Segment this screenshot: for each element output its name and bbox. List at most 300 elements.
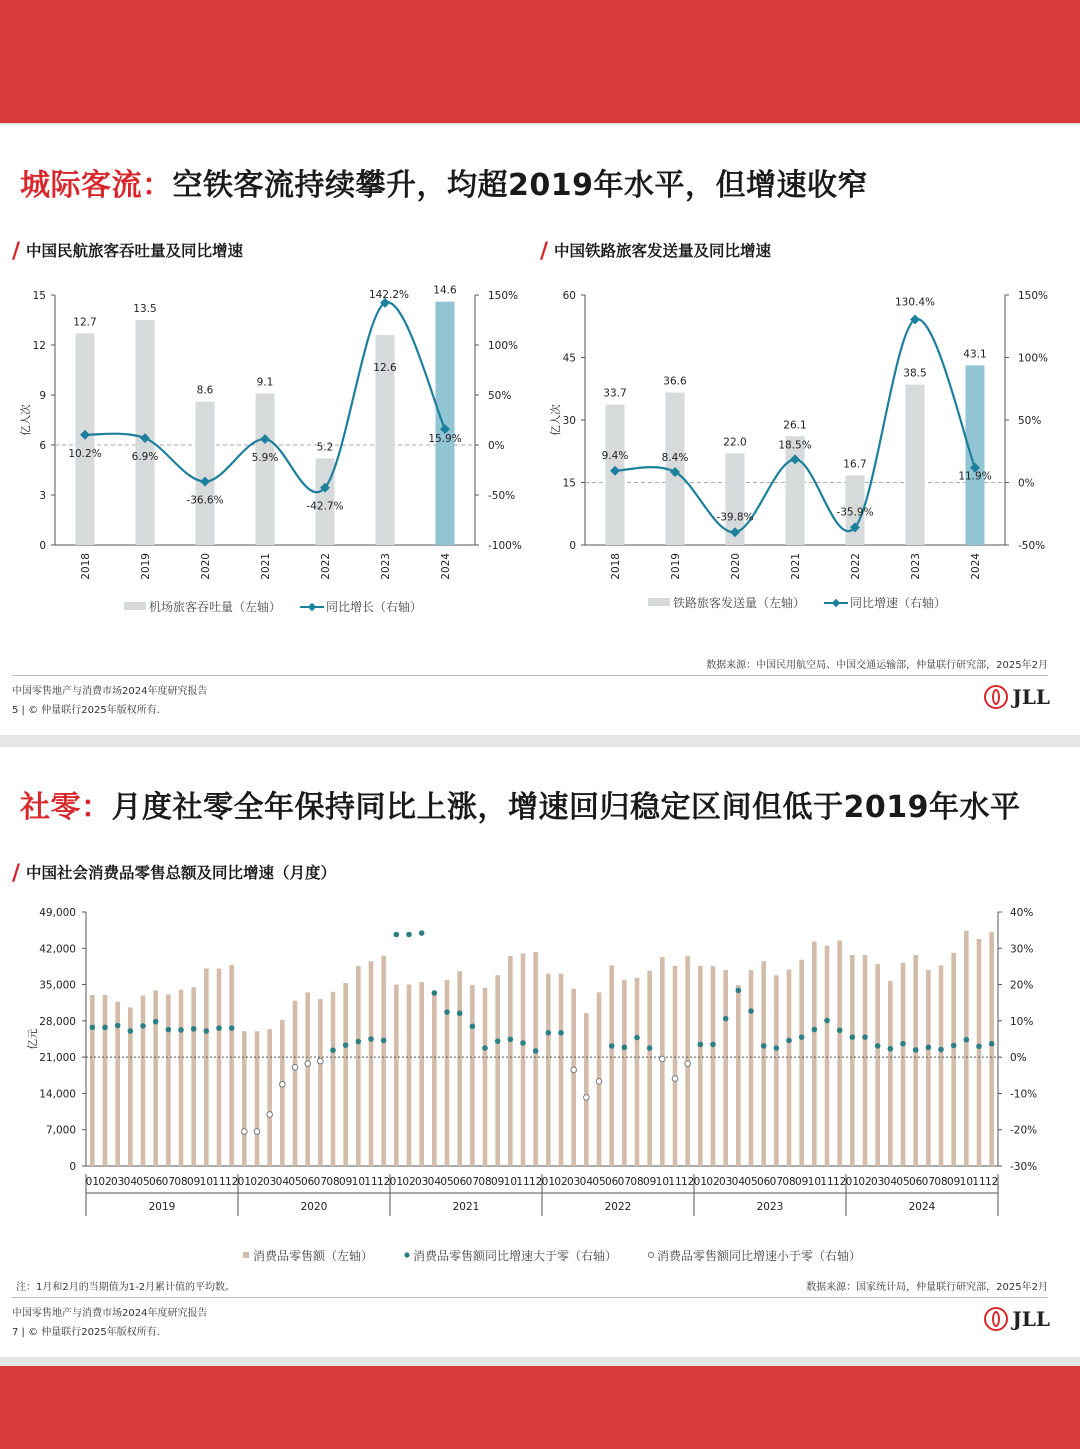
bar-value-label: 14.6 xyxy=(433,284,457,297)
bar xyxy=(136,320,155,545)
bar xyxy=(609,965,614,1166)
y-axis-label: 亿人次 xyxy=(550,404,562,436)
y2-tick-label: -50% xyxy=(1018,540,1046,552)
yoy-positive-point xyxy=(951,1043,957,1049)
bar xyxy=(774,975,779,1166)
bar-value-label: 36.6 xyxy=(663,375,687,388)
y2-tick-label: 30% xyxy=(1010,943,1034,956)
bar xyxy=(305,992,310,1166)
yoy-positive-point xyxy=(710,1042,716,1048)
bar xyxy=(280,1020,285,1166)
bar xyxy=(229,965,234,1166)
yoy-positive-point xyxy=(622,1045,628,1051)
legend-swatch-positive xyxy=(404,1252,409,1257)
y2-tick-label: 10% xyxy=(1010,1015,1034,1028)
bar xyxy=(141,995,146,1166)
x-month-label: 12 xyxy=(224,1176,239,1188)
legend-label-negative: 消费品零售额同比增速小于零（右轴） xyxy=(657,1249,862,1263)
chart-title-aviation xyxy=(12,239,243,264)
bar xyxy=(242,1031,247,1166)
yoy-positive-point xyxy=(786,1038,792,1044)
x-month-label: 09 xyxy=(338,1176,353,1188)
data-source: 数据来源：国家统计局，仲量联行研究部，2025年2月 xyxy=(806,1282,1048,1293)
x-tick-label: 2023 xyxy=(380,553,392,580)
slide-title-red: 城际客流： xyxy=(20,168,173,203)
y2-tick-label: -50% xyxy=(488,490,516,502)
yoy-value-label: 9.4% xyxy=(601,449,629,462)
x-month-label: 05 xyxy=(592,1176,606,1188)
yoy-positive-point xyxy=(482,1045,488,1051)
yoy-positive-point xyxy=(799,1034,805,1040)
footer-copyright: 5 | © 仲量联行2025年版权所有. xyxy=(12,705,160,716)
x-month-label: 07 xyxy=(465,1176,480,1188)
x-month-label: 12 xyxy=(376,1176,391,1188)
footer-report: 中国零售地产与消费市场2024年度研究报告 xyxy=(12,1308,208,1319)
bar xyxy=(989,932,994,1166)
bar xyxy=(850,955,855,1166)
x-month-label: 02 xyxy=(402,1176,416,1188)
yoy-positive-point xyxy=(976,1043,982,1049)
x-month-label: 09 xyxy=(946,1176,961,1188)
bar xyxy=(103,995,108,1166)
bar xyxy=(343,983,348,1166)
yoy-positive-point xyxy=(926,1045,932,1051)
yoy-negative-point xyxy=(254,1129,260,1135)
x-tick-label: 2024 xyxy=(970,553,982,580)
legend-swatch-marker xyxy=(832,599,840,607)
bar xyxy=(432,994,437,1166)
aviation-chart xyxy=(0,275,540,675)
x-month-label: 08 xyxy=(782,1176,796,1188)
slide-intercity-traffic xyxy=(0,125,1080,735)
y2-tick-label: -100% xyxy=(488,540,522,552)
slash-marker: / xyxy=(12,861,21,886)
bottom-red-band xyxy=(0,1366,1080,1449)
bar xyxy=(369,961,374,1166)
y2-tick-label: 0% xyxy=(1018,477,1035,490)
yoy-positive-point xyxy=(964,1037,970,1043)
yoy-positive-point xyxy=(90,1025,96,1031)
yoy-positive-point xyxy=(204,1028,210,1034)
x-month-label: 12 xyxy=(680,1176,695,1188)
bar-value-label: 13.5 xyxy=(133,303,157,315)
jll-logo-icon xyxy=(984,1307,1008,1331)
bar xyxy=(964,931,969,1166)
yoy-value-label: 142.2% xyxy=(368,288,410,301)
bar xyxy=(951,953,956,1166)
bar xyxy=(470,985,475,1166)
bar xyxy=(906,385,925,545)
yoy-value-label: -35.9% xyxy=(836,506,874,519)
bar xyxy=(812,942,817,1166)
bar xyxy=(647,971,652,1166)
x-month-label: 12 xyxy=(528,1176,543,1188)
x-month-label: 08 xyxy=(326,1176,340,1188)
x-month-label: 04 xyxy=(427,1176,442,1188)
yoy-positive-point xyxy=(140,1023,146,1029)
yoy-value-label: 11.9% xyxy=(958,470,992,483)
railway-chart xyxy=(530,275,1070,675)
yoy-positive-point xyxy=(913,1047,919,1053)
x-tick-label: 2022 xyxy=(320,553,332,580)
bar-value-label: 22.0 xyxy=(723,436,747,449)
slide-title-rest: 月度社零全年保持同比上涨，增速回归稳定区间但低于2019年水平 xyxy=(111,790,1021,825)
bar xyxy=(837,941,842,1166)
bar xyxy=(761,961,766,1166)
bar xyxy=(863,955,868,1166)
x-tick-label: 2021 xyxy=(790,553,802,580)
legend-swatch-negative xyxy=(648,1252,653,1257)
bar xyxy=(939,965,944,1166)
footer-copyright: 7 | © 仲量联行2025年版权所有. xyxy=(12,1327,160,1338)
x-month-label: 08 xyxy=(174,1176,188,1188)
x-month-label: 04 xyxy=(883,1176,898,1188)
yoy-positive-point xyxy=(837,1027,843,1033)
yoy-negative-point xyxy=(596,1079,602,1085)
yoy-negative-point xyxy=(280,1082,286,1088)
yoy-value-label: 8.4% xyxy=(661,452,689,464)
bar xyxy=(559,974,564,1166)
yoy-positive-point xyxy=(774,1045,780,1051)
x-tick-label: 2021 xyxy=(260,553,272,580)
x-month-label: 11 xyxy=(364,1176,378,1188)
legend-swatch-bar xyxy=(243,1252,249,1258)
x-month-label: 03 xyxy=(414,1176,429,1188)
bar xyxy=(267,1029,272,1166)
x-month-label: 03 xyxy=(566,1176,581,1188)
x-month-label: 11 xyxy=(820,1176,834,1188)
bar xyxy=(926,970,931,1166)
yoy-negative-point xyxy=(584,1095,590,1101)
yoy-positive-point xyxy=(558,1030,564,1036)
slide-title-rest: 空铁客流持续攀升，均超2019年水平，但增速收窄 xyxy=(172,168,868,203)
bar xyxy=(901,963,906,1166)
bar xyxy=(584,1013,589,1166)
legend-swatch-bar xyxy=(648,598,670,606)
x-month-label: 06 xyxy=(756,1176,771,1188)
yoy-positive-point xyxy=(178,1027,184,1033)
y-tick-label: 35,000 xyxy=(39,979,76,992)
x-month-label: 01 xyxy=(693,1176,708,1188)
y2-tick-label: -10% xyxy=(1010,1088,1038,1101)
x-month-label: 03 xyxy=(718,1176,733,1188)
bar-value-label: 38.5 xyxy=(903,367,927,380)
x-month-label: 02 xyxy=(554,1176,568,1188)
bar xyxy=(673,966,678,1166)
y-tick-label: 0 xyxy=(39,540,46,552)
legend-label-bar: 铁路旅客发送量（左轴） xyxy=(673,596,806,610)
slash-marker: / xyxy=(12,239,21,264)
x-month-label: 05 xyxy=(288,1176,302,1188)
yoy-value-label: 18.5% xyxy=(778,439,812,452)
x-year-label: 2024 xyxy=(908,1201,936,1213)
yoy-positive-point xyxy=(432,990,438,996)
y2-tick-label: 50% xyxy=(488,390,512,402)
yoy-positive-point xyxy=(381,1038,387,1044)
yoy-negative-point xyxy=(672,1076,678,1082)
x-tick-label: 2018 xyxy=(80,553,92,580)
x-month-label: 10 xyxy=(959,1176,974,1188)
legend-label-line: 同比增长（右轴） xyxy=(326,600,423,614)
bar xyxy=(622,980,627,1166)
y-tick-label: 28,000 xyxy=(39,1015,76,1028)
yoy-negative-point xyxy=(318,1058,324,1064)
bar xyxy=(723,970,728,1166)
bar-value-label: 5.2 xyxy=(316,441,334,454)
bar xyxy=(381,956,386,1166)
x-month-label: 10 xyxy=(503,1176,518,1188)
y-tick-label: 60 xyxy=(562,290,576,302)
x-tick-label: 2018 xyxy=(610,553,622,580)
x-month-label: 09 xyxy=(794,1176,809,1188)
y-tick-label: 0 xyxy=(69,1161,76,1173)
x-month-label: 11 xyxy=(516,1176,530,1188)
yoy-value-label: 15.9% xyxy=(428,433,462,446)
x-month-label: 08 xyxy=(478,1176,492,1188)
bar xyxy=(191,987,196,1166)
footer-report: 中国零售地产与消费市场2024年度研究报告 xyxy=(12,686,208,697)
yoy-positive-point xyxy=(128,1028,134,1034)
yoy-positive-point xyxy=(736,988,742,994)
bar xyxy=(318,999,323,1166)
yoy-negative-point xyxy=(267,1112,273,1118)
y-tick-label: 14,000 xyxy=(39,1088,76,1101)
yoy-positive-point xyxy=(875,1043,881,1049)
y-tick-label: 12 xyxy=(32,340,46,352)
yoy-positive-point xyxy=(761,1043,767,1049)
x-month-label: 01 xyxy=(389,1176,404,1188)
y-tick-label: 42,000 xyxy=(39,943,76,956)
y2-tick-label: 150% xyxy=(1018,290,1049,302)
bar xyxy=(533,952,538,1166)
yoy-negative-point xyxy=(305,1061,311,1067)
x-month-label: 09 xyxy=(490,1176,505,1188)
yoy-positive-point xyxy=(824,1018,830,1024)
x-month-label: 01 xyxy=(237,1176,252,1188)
bar xyxy=(546,974,551,1166)
yoy-value-label: 5.9% xyxy=(251,452,279,465)
chart-note: 注：1月和2月的当期值为1-2月累计值的平均数。 xyxy=(16,1282,236,1293)
bar xyxy=(436,302,455,545)
y2-tick-label: 40% xyxy=(1010,907,1034,919)
x-month-label: 05 xyxy=(136,1176,150,1188)
yoy-negative-point xyxy=(685,1061,691,1067)
yoy-positive-point xyxy=(748,1008,754,1014)
legend-label-positive: 消费品零售额同比增速大于零（右轴） xyxy=(413,1249,618,1263)
yoy-value-label: -36.6% xyxy=(186,494,224,507)
bar xyxy=(966,365,985,545)
bar xyxy=(255,1031,260,1166)
bar xyxy=(166,994,171,1166)
y-tick-label: 9 xyxy=(39,390,46,402)
yoy-positive-point xyxy=(647,1045,653,1051)
bar xyxy=(571,989,576,1166)
yoy-positive-point xyxy=(533,1048,539,1054)
y-tick-label: 6 xyxy=(39,440,46,452)
y2-tick-label: 100% xyxy=(488,340,519,352)
x-month-label: 03 xyxy=(870,1176,885,1188)
x-month-label: 11 xyxy=(668,1176,682,1188)
retail-sales-chart xyxy=(0,897,1080,1277)
yoy-value-label: -42.7% xyxy=(306,500,344,513)
x-year-label: 2020 xyxy=(300,1201,328,1213)
yoy-positive-point xyxy=(394,932,400,938)
bar xyxy=(635,978,640,1166)
yoy-positive-point xyxy=(191,1026,197,1032)
yoy-positive-point xyxy=(609,1043,615,1049)
yoy-positive-point xyxy=(419,930,425,936)
bar-value-label: 33.7 xyxy=(603,387,627,400)
bar-value-label: 8.6 xyxy=(196,384,214,397)
yoy-positive-point xyxy=(495,1038,501,1044)
x-month-label: 04 xyxy=(275,1176,290,1188)
x-month-label: 10 xyxy=(351,1176,366,1188)
x-year-label: 2019 xyxy=(148,1201,176,1213)
divider xyxy=(12,675,1048,676)
y-axis-label: 亿人次 xyxy=(20,404,32,436)
yoy-positive-point xyxy=(698,1042,704,1048)
x-month-label: 07 xyxy=(769,1176,784,1188)
y-tick-label: 7,000 xyxy=(45,1124,76,1137)
x-month-label: 01 xyxy=(845,1176,860,1188)
y-tick-label: 30 xyxy=(562,415,576,427)
slide-title xyxy=(20,782,1021,826)
bar-value-label: 9.1 xyxy=(256,376,274,389)
yoy-value-label: 130.4% xyxy=(894,296,936,309)
yoy-positive-point xyxy=(634,1035,640,1041)
y-tick-label: 49,000 xyxy=(39,907,76,919)
bar xyxy=(698,966,703,1166)
slide-title-red: 社零： xyxy=(20,790,112,825)
bar xyxy=(153,990,158,1166)
yoy-positive-point xyxy=(862,1034,868,1040)
yoy-positive-point xyxy=(153,1019,159,1025)
yoy-positive-point xyxy=(812,1027,818,1033)
yoy-positive-point xyxy=(229,1025,235,1031)
slide-retail-sales xyxy=(0,747,1080,1357)
x-year-label: 2021 xyxy=(452,1201,480,1213)
x-month-label: 06 xyxy=(908,1176,923,1188)
yoy-positive-point xyxy=(356,1039,362,1045)
x-month-label: 10 xyxy=(655,1176,670,1188)
x-month-label: 09 xyxy=(186,1176,201,1188)
chart-title-text: 中国铁路旅客发送量及同比增速 xyxy=(554,242,772,260)
y-tick-label: 3 xyxy=(39,490,46,502)
yoy-negative-point xyxy=(292,1065,298,1071)
bar xyxy=(483,988,488,1166)
y2-tick-label: 50% xyxy=(1018,415,1042,427)
yoy-positive-point xyxy=(115,1023,121,1029)
y2-tick-label: 20% xyxy=(1010,979,1034,992)
x-month-label: 06 xyxy=(148,1176,163,1188)
y-tick-label: 45 xyxy=(562,352,576,365)
chart-title-text: 中国民航旅客吞吐量及同比增速 xyxy=(26,242,244,260)
slide-title xyxy=(20,160,868,204)
yoy-positive-point xyxy=(216,1025,222,1031)
yoy-negative-point xyxy=(571,1067,577,1073)
bar xyxy=(394,985,399,1166)
x-year-label: 2022 xyxy=(604,1201,632,1213)
x-month-label: 06 xyxy=(604,1176,619,1188)
bar xyxy=(977,939,982,1166)
bar xyxy=(913,955,918,1166)
yoy-positive-point xyxy=(546,1030,552,1036)
yoy-positive-point xyxy=(343,1042,349,1048)
yoy-positive-point xyxy=(888,1046,894,1052)
bar-value-label: 43.1 xyxy=(963,348,987,361)
bar xyxy=(419,982,424,1166)
x-tick-label: 2023 xyxy=(910,553,922,580)
bar xyxy=(799,960,804,1166)
y-axis-label: 亿元 xyxy=(27,1028,39,1050)
bar xyxy=(293,1001,298,1166)
yoy-positive-point xyxy=(330,1047,336,1053)
bar-value-label: 12.7 xyxy=(73,316,97,329)
y-tick-label: 15 xyxy=(562,477,576,490)
yoy-positive-point xyxy=(166,1027,172,1033)
y2-tick-label: 150% xyxy=(488,290,519,302)
x-month-label: 10 xyxy=(807,1176,822,1188)
y2-tick-label: 0% xyxy=(488,440,505,452)
x-month-label: 07 xyxy=(617,1176,632,1188)
bar xyxy=(786,436,805,545)
y-tick-label: 21,000 xyxy=(39,1052,76,1065)
x-month-label: 01 xyxy=(85,1176,100,1188)
bar-value-label: 26.1 xyxy=(783,419,807,432)
yoy-positive-point xyxy=(900,1041,906,1047)
top-red-band xyxy=(0,0,1080,123)
yoy-value-label: 6.9% xyxy=(131,451,159,464)
yoy-positive-point xyxy=(989,1041,995,1047)
x-tick-label: 2024 xyxy=(440,553,452,580)
x-month-label: 12 xyxy=(984,1176,999,1188)
y2-tick-label: 100% xyxy=(1018,352,1049,365)
x-month-label: 11 xyxy=(212,1176,226,1188)
x-month-label: 06 xyxy=(300,1176,315,1188)
yoy-positive-point xyxy=(850,1034,856,1040)
x-tick-label: 2019 xyxy=(140,553,152,580)
y2-tick-label: -30% xyxy=(1010,1161,1038,1173)
legend-swatch-bar xyxy=(124,602,146,610)
bar xyxy=(749,970,754,1166)
bar xyxy=(445,980,450,1166)
y-tick-label: 0 xyxy=(569,540,576,552)
bar xyxy=(508,956,513,1166)
yoy-positive-point xyxy=(938,1047,944,1053)
divider xyxy=(12,1297,1048,1298)
yoy-positive-point xyxy=(723,1016,729,1022)
x-tick-label: 2022 xyxy=(850,553,862,580)
yoy-value-label: -39.8% xyxy=(716,511,754,524)
yoy-value-label: 10.2% xyxy=(68,447,102,460)
bar xyxy=(875,964,880,1166)
x-tick-label: 2020 xyxy=(730,553,742,580)
bar xyxy=(495,975,500,1166)
bar xyxy=(711,966,716,1166)
yoy-positive-point xyxy=(368,1036,374,1042)
bar xyxy=(196,402,215,545)
bar xyxy=(356,966,361,1166)
x-month-label: 02 xyxy=(706,1176,720,1188)
bar xyxy=(331,992,336,1166)
bar xyxy=(407,985,412,1166)
y-tick-label: 15 xyxy=(32,290,46,302)
chart-title-retail xyxy=(12,861,336,886)
x-year-label: 2023 xyxy=(756,1201,784,1213)
x-month-label: 10 xyxy=(199,1176,214,1188)
x-month-label: 12 xyxy=(832,1176,847,1188)
x-month-label: 01 xyxy=(541,1176,556,1188)
